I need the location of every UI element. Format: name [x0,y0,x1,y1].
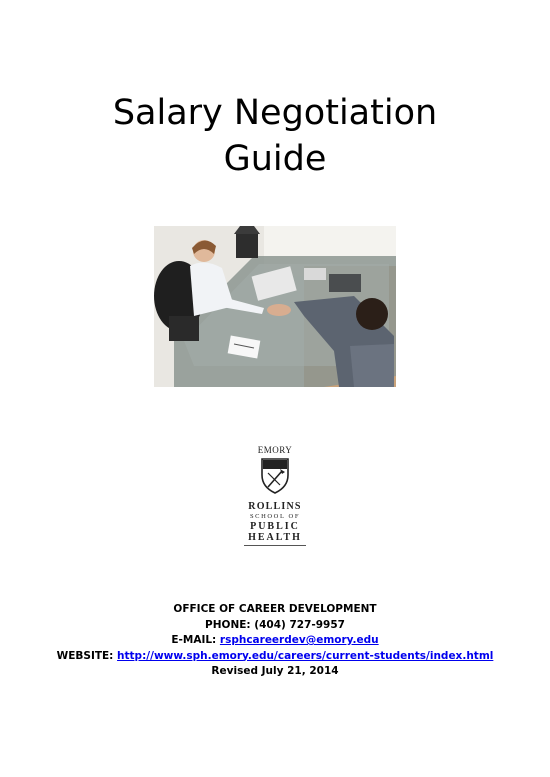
office-line: OFFICE OF CAREER DEVELOPMENT [173,603,377,615]
phone-label: PHONE: [205,618,251,631]
page-title [0,90,550,182]
email-line [0,633,550,649]
handshake-photo [154,226,396,387]
logo-rollins-text [240,501,310,543]
logo-line-4: HEALTH [248,532,302,543]
website-label: WEBSITE: [56,649,114,662]
title-line-2: Guide [223,139,327,179]
emory-shield-icon [260,457,290,495]
emory-rollins-logo [240,445,310,547]
phone-value: (404) 727-9957 [254,618,345,631]
logo-rule [244,545,306,546]
website-link[interactable]: http://www.sph.emory.edu/careers/current-students/index.html [117,649,494,662]
logo-line-3: PUBLIC [250,521,300,532]
logo-line-2: SCHOOL OF [249,513,301,520]
revised-date: Revised July 21, 2014 [211,665,339,677]
contact-block [0,602,550,680]
title-line-1: Salary Negotiation [112,93,438,133]
email-link[interactable]: rsphcareerdev@emory.edu [219,634,379,646]
website-line [0,649,550,665]
email-label: E-MAIL: [171,634,217,646]
logo-emory-wordmark: EMORY [257,445,293,455]
phone-line [0,618,550,634]
logo-line-1: ROLLINS [248,501,302,512]
